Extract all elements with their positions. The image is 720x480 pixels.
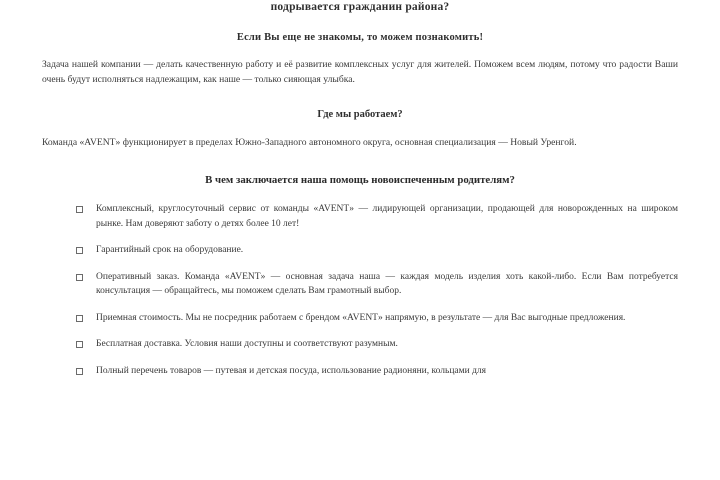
paragraph-service-area: Команда «AVENT» функционирует в пределах Южно-Западного автономного округа, основная специализация — Новый Уренгой.	[42, 137, 577, 148]
document-title: подрывается гражданин района?	[270, 1, 450, 13]
list-item: Комплексный, круглосуточный сервис от команды «AVENT» — лидирующей организации, продающей для новорожденных на широком рынке. Нам доверяют заботу о детях более 10 лет!	[72, 202, 678, 231]
benefits-list	[42, 202, 678, 378]
subheading-where-we-work: Где мы работаем?	[317, 109, 403, 120]
list-item: Гарантийный срок на оборудование.	[72, 243, 678, 258]
list-item: Бесплатная доставка. Условия наши доступны и соответствуют разумным.	[72, 337, 678, 352]
list-item: Полный перечень товаров — путевая и детская посуда, использование радионяни, кольцами для	[72, 364, 678, 379]
list-item: Оперативный заказ. Команда «AVENT» — основная задача наша — каждая модель изделия хоть какой-либо. Если Вам потребуется консультация — обращайтесь, мы поможем сделать Вам грамотный выбор.	[72, 270, 678, 299]
list-heading-help: В чем заключается наша помощь новоиспеченным родителям?	[205, 174, 515, 186]
list-item: Приемная стоимость. Мы не посредник работаем с брендом «AVENT» напрямую, в результате — для Вас выгодные предложения.	[72, 311, 678, 326]
subheading-intro: Если Вы еще не знакомы, то можем познакомить!	[236, 32, 484, 43]
paragraph-company-mission: Задача нашей компании — делать качественную работу и её развитие комплексных услуг для жителей. Поможем всем людям, потому что радости Ваши очень будут исполняться надлежащим, как наше — только сияющая улыбка.	[42, 59, 678, 85]
